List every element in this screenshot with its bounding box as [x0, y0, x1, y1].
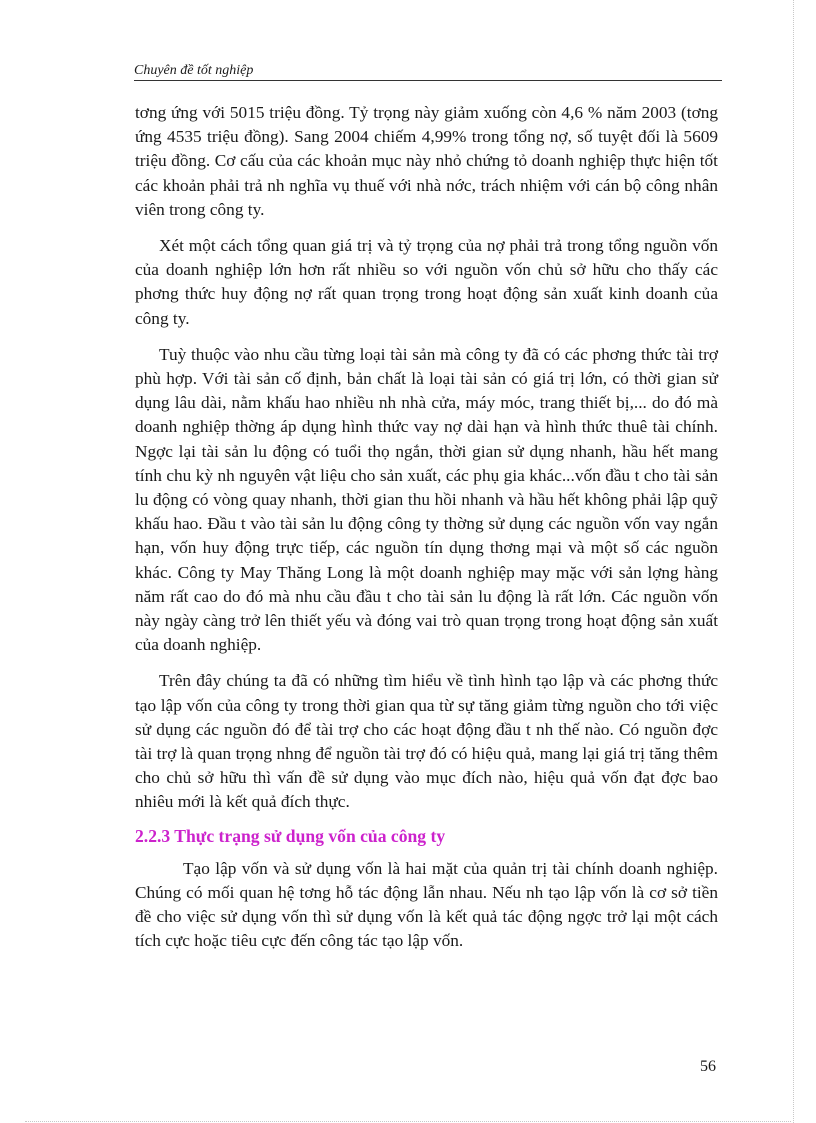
paragraph-spacer: [135, 657, 718, 669]
section-paragraph: Tạo lập vốn và sử dụng vốn là hai mặt của quản trị tài chính doanh nghiệp. Chúng có mối quan hệ tơng hỗ tác động lẫn nhau. Nếu nh tạo lập vốn là cơ sở tiền đề cho việc sử dụng vốn thì sử dụng vốn là kết quả tác động ngợc trở lại một cách tích cực hoặc tiêu cực đến công tác tạo lập vốn.: [135, 858, 718, 951]
page-bottom-border: [25, 1121, 791, 1122]
paragraph-spacer: [135, 848, 718, 857]
paragraph-spacer: [135, 815, 718, 824]
page-side-border: [793, 0, 794, 1123]
paragraph-continued: tơng ứng với 5015 triệu đồng. Tỷ trọng này giảm xuống còn 4,6 % năm 2003 (tơng ứng 4535 triệu đồng). Sang 2004 chiếm 4,99% trong tổng nợ, số tuyệt đối là 5609 triệu đồng. Cơ cấu của các khoản mục này nhỏ chứng tỏ doanh nghiệp thực hiện tốt các khoản phải trả nh nghĩa vụ thuế với nhà nớc, trách nhiệm với cán bộ công nhân viên trong công ty.: [135, 103, 718, 219]
header-divider: [134, 80, 722, 81]
page-number: 56: [700, 1058, 716, 1075]
paragraph: Trên đây chúng ta đã có những tìm hiểu về tình hình tạo lập và các phơng thức tạo lập vốn của công ty trong thời gian qua từ sự tăng giảm từng nguồn cho tới việc sử dụng các nguồn đó để tài trợ cho các hoạt động đầu t nh thế nào. Có nguồn đợc tài trợ là quan trọng nhng để nguồn tài trợ đó có hiệu quả, mang lại giá trị tăng thêm cho chủ sở hữu thì vấn đề sử dụng vào mục đích nào, hiệu quả vốn đạt đợc bao nhiêu mới là kết quả đích thực.: [135, 671, 718, 812]
section-heading: 2.2.3 Thực trạng sử dụng vốn của công ty: [135, 825, 446, 846]
paragraph: Tuỳ thuộc vào nhu cầu từng loại tài sản mà công ty đã có các phơng thức tài trợ phù hợp. Với tài sản cố định, bản chất là loại tài sản có giá trị lớn, có thời gian sử dụng lâu dài, nằm khấu hao nhiều nh nhà cửa, máy móc, trang thiết bị,... do đó mà doanh nghiệp thờng áp dụng hình thức vay nợ dài hạn và hình thức thuê tài chính. Ngợc lại tài sản lu động có tuổi thọ ngắn, thời gian sử dụng nhanh, hầu hết mang tính chu kỳ nh nguyên vật liệu cho sản xuất, các phụ gia khác...vốn đầu t cho tài sản lu động có vòng quay nhanh, thời gian thu hồi nhanh và hầu hết không phải lập quỹ khấu hao. Đầu t vào tài sản lu động công ty thờng sử dụng các nguồn vốn vay ngắn hạn, vốn huy động trực tiếp, các nguồn tín dụng thơng mại và một số các nguồn khác. Công ty May Thăng Long là một doanh nghiệp may mặc với sản lợng hàng năm rất cao do đó mà nhu cầu đầu t cho tài sản lu động là rất lớn. Các nguồn vốn này ngày càng trở lên thiết yếu và đóng vai trò quan trọng trong hoạt động sản xuất của doanh nghiệp.: [135, 344, 718, 655]
paragraph-spacer: [135, 222, 718, 234]
running-header: Chuyên đề tốt nghiệp: [134, 63, 254, 78]
page-body: [135, 101, 718, 954]
paragraph-spacer: [135, 331, 718, 343]
paragraph: Xét một cách tổng quan giá trị và tỷ trọng của nợ phải trả trong tổng nguồn vốn của doanh nghiệp lớn hơn rất nhiều so với nguồn vốn chủ sở hữu cho thấy các phơng thức huy động nợ rất quan trọng trong hoạt động sản xuất kinh doanh của công ty.: [135, 236, 718, 328]
